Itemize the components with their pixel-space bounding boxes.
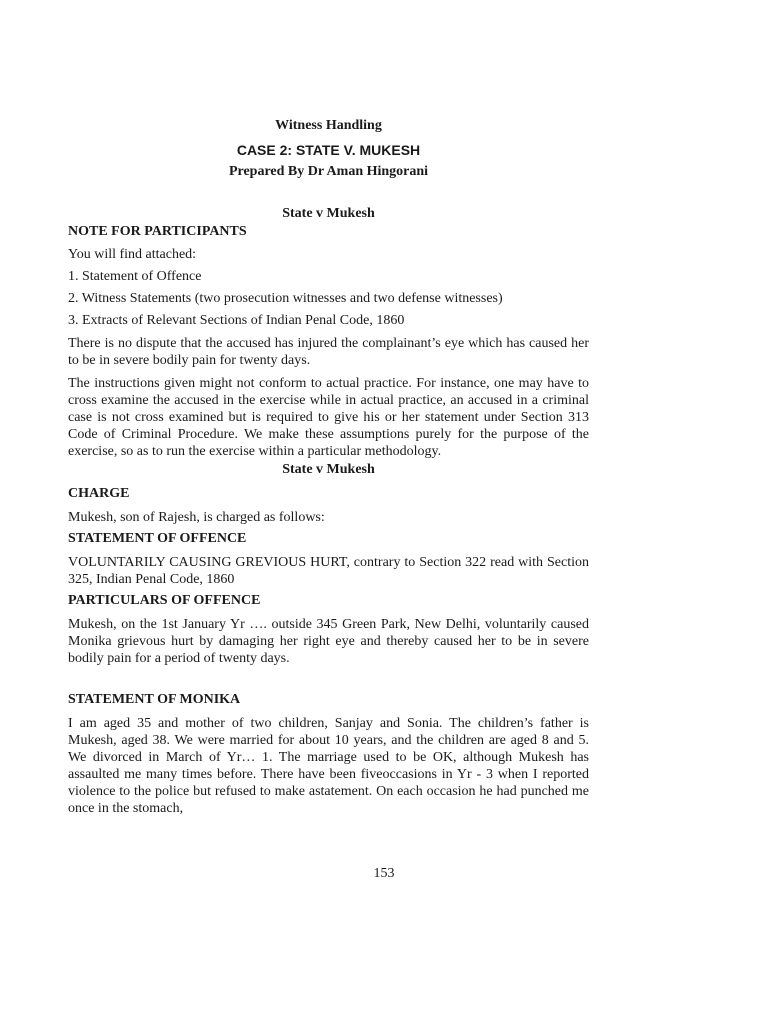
intro-text: You will find attached:: [68, 247, 197, 262]
section-title-1: State v Mukesh: [282, 206, 375, 221]
section-title-2: State v Mukesh: [282, 462, 375, 477]
page-content: [68, 117, 589, 817]
author-line: Prepared By Dr Aman Hingorani: [228, 164, 429, 179]
statement-of-offence-text: VOLUNTARILY CAUSING GREVIOUS HURT, contrary to Section 322 read with Section 325, Indian Penal Code, 1860: [68, 555, 589, 587]
heading-charge: CHARGE: [68, 486, 130, 501]
particulars-text: Mukesh, on the 1st January Yr …. outside 345 Green Park, New Delhi, voluntarily caused Monika grievous hurt by damaging her right eye and thereby caused her to be in severe bodily pain for a period of twenty days.: [68, 617, 589, 666]
heading-note-for-participants: NOTE FOR PARTICIPANTS: [68, 224, 247, 239]
charge-text: Mukesh, son of Rajesh, is charged as follows:: [68, 510, 325, 525]
page-number: 153: [373, 866, 395, 881]
list-item: 2. Witness Statements (two prosecution witnesses and two defense witnesses): [68, 291, 503, 306]
case-title: CASE 2: STATE V. MUKESH: [236, 142, 421, 158]
heading-particulars-of-offence: PARTICULARS OF OFFENCE: [68, 593, 261, 608]
paragraph-instructions: The instructions given might not conform to actual practice. For instance, one may have to cross examine the accused in the exercise while in actual practice, an accused in a criminal case is not cross examined but is required to give his or her statement under Section 313 Code of Criminal Procedure. We make these assumptions purely for the purpose of the exercise, so as to run the exercise within a particular methodology.: [68, 376, 589, 459]
heading-statement-of-offence: STATEMENT OF OFFENCE: [68, 531, 247, 546]
heading-statement-of-monika: STATEMENT OF MONIKA: [68, 692, 241, 707]
list-item: 1. Statement of Offence: [68, 269, 202, 284]
monika-statement-text: I am aged 35 and mother of two children, Sanjay and Sonia. The children’s father is Mukesh, aged 38. We were married for about 10 years, and the children are aged 8 and 5. We divorced in March of Yr… 1. The marriage used to be OK, although Mukesh has assaulted me many times before. There have been fiveoccasions in Yr - 3 when I reported violence to the police but refused to make astatement. On each occasion he had punched me once in the stomach,: [68, 716, 589, 816]
paragraph-dispute: There is no dispute that the accused has injured the complainant’s eye which has caused her to be in severe bodily pain for twenty days.: [68, 336, 589, 368]
list-item: 3. Extracts of Relevant Sections of Indian Penal Code, 1860: [68, 313, 405, 328]
course-title: Witness Handling: [275, 118, 382, 133]
